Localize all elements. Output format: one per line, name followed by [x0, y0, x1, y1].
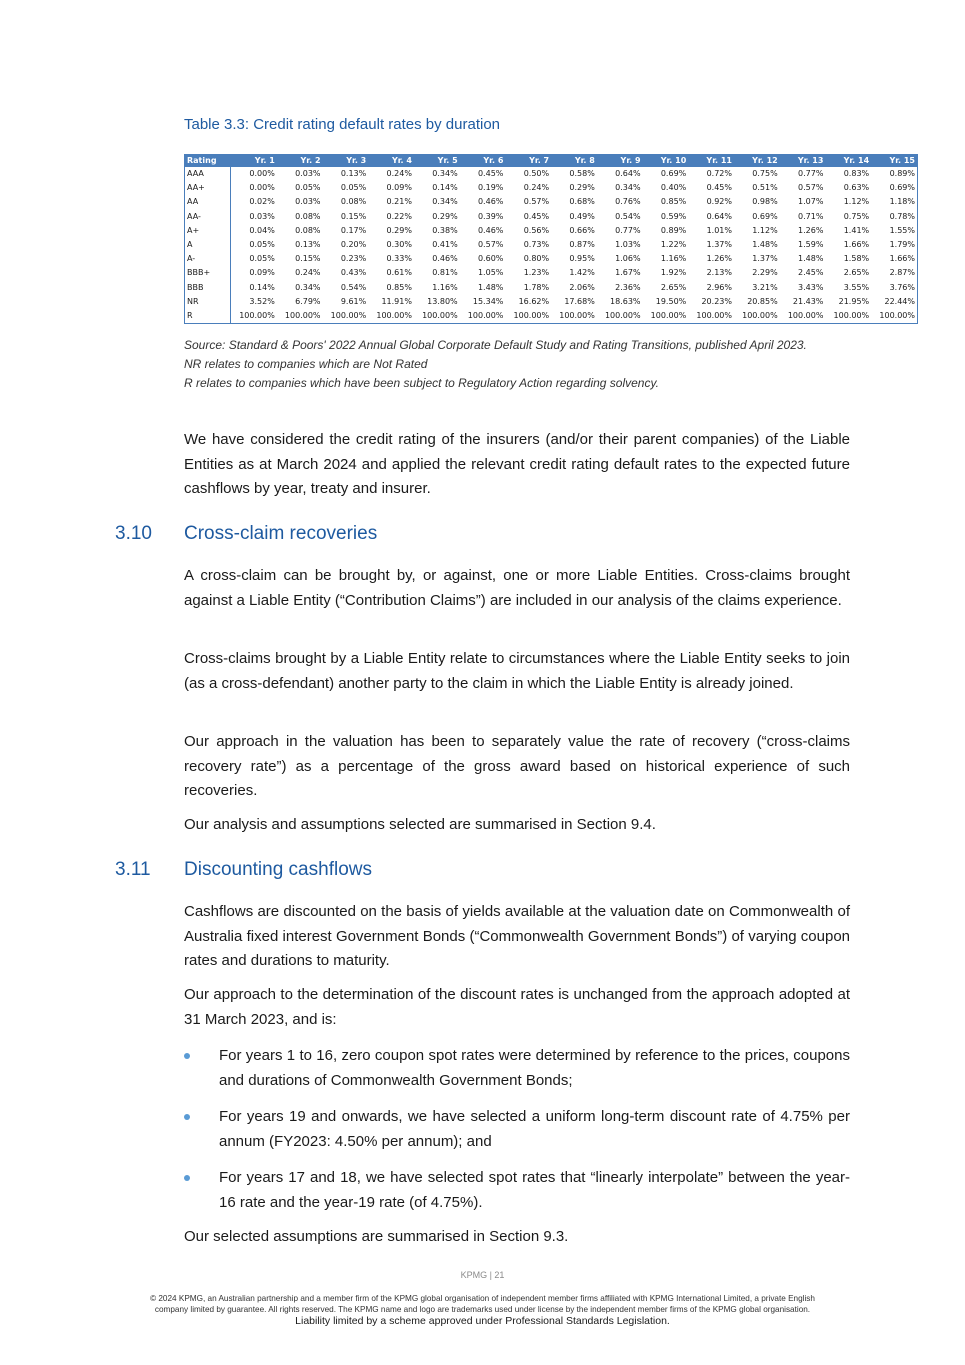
rate-cell: 0.76% — [615, 197, 641, 207]
section-number: 3.10 — [115, 523, 152, 544]
rate-cell: 0.89% — [660, 225, 687, 235]
rate-cell: 0.59% — [660, 211, 687, 221]
rate-cell: 0.54% — [615, 211, 641, 221]
column-header-year: Yr. 2 — [277, 155, 323, 168]
rate-cell: 0.75% — [843, 211, 870, 221]
table-row — [185, 167, 918, 181]
bullet-text: For years 17 and 18, we have selected spot rates that “linearly interpolate” between the year-16 rate and the year-19 rate (of 4.75%). — [219, 1169, 850, 1211]
rate-cell: 0.98% — [752, 197, 778, 207]
rating-cell: BBB — [185, 281, 231, 295]
rate-cell: 0.24% — [523, 183, 550, 193]
rate-cell: 100.00% — [239, 310, 275, 320]
rate-cell: 0.30% — [386, 240, 412, 250]
rate-cell: 2.96% — [706, 282, 732, 292]
rate-cell: 100.00% — [513, 310, 550, 320]
rate-cell: 0.66% — [569, 225, 595, 235]
footer-liability: Liability limited by a scheme approved under Professional Standards Legislation. — [295, 1315, 670, 1327]
rate-cell: 0.68% — [569, 197, 595, 207]
rate-cell: 0.08% — [295, 211, 321, 221]
rate-cell: 0.09% — [386, 183, 412, 193]
rate-cell: 0.77% — [615, 225, 641, 235]
discount-rate-bullets — [184, 1044, 850, 1215]
rate-cell: 2.36% — [615, 282, 641, 292]
paragraph: Cross-claims brought by a Liable Entity relate to circumstances where the Liable Entity seeks to join (as a cross-defendant) another party to the claim in which the Liable Entity is already joined. — [184, 650, 850, 692]
rate-cell: 0.14% — [432, 183, 458, 193]
rate-cell: 0.04% — [249, 225, 275, 235]
rate-cell: 100.00% — [696, 310, 732, 320]
rate-cell: 0.80% — [523, 254, 550, 264]
rate-cell: 0.45% — [523, 211, 550, 221]
rating-cell: A- — [185, 252, 231, 266]
r-note: R relates to companies which have been subject to Regulatory Action regarding solvency. — [184, 376, 659, 390]
rate-cell: 0.34% — [615, 183, 641, 193]
rate-cell: 0.09% — [249, 268, 275, 278]
rate-cell: 0.05% — [340, 183, 367, 193]
rate-cell: 2.45% — [798, 268, 824, 278]
rate-cell: 100.00% — [787, 310, 824, 320]
rate-cell: 0.34% — [432, 169, 458, 179]
rate-cell: 3.52% — [249, 296, 275, 306]
default-rates-table — [184, 154, 918, 324]
rate-cell: 100.00% — [467, 310, 504, 320]
section-title: Cross-claim recoveries — [184, 523, 378, 544]
paragraph: A cross-claim can be brought by, or against, one or more Liable Entities. Cross-claims brought against a Liable Entity (“Contribution Claims”) are included in our analysis of the claims experience. — [184, 567, 850, 609]
rate-cell: 20.85% — [747, 296, 778, 306]
rate-cell: 0.73% — [523, 240, 550, 250]
rate-cell: 0.46% — [477, 225, 504, 235]
rate-cell: 1.23% — [523, 268, 550, 278]
table-title: Table 3.3: Credit rating default rates by duration — [184, 116, 501, 133]
bullet-text: For years 19 and onwards, we have selected a uniform long-term discount rate of 4.75% per annum (FY2023: 4.50% per annum); and — [219, 1108, 850, 1150]
rate-cell: 0.51% — [752, 183, 778, 193]
paragraph: Our approach in the valuation has been to separately value the rate of recovery (“cross-claims recovery rate”) as a percentage of the gross award based on historical experience of such recoveries. — [184, 733, 850, 799]
column-header-rating: Rating — [185, 155, 231, 168]
rate-cell: 0.15% — [295, 254, 321, 264]
rate-cell: 1.37% — [706, 240, 732, 250]
page-number: KPMG | 21 — [460, 1270, 505, 1280]
rate-cell: 0.21% — [386, 197, 412, 207]
rate-cell: 0.29% — [432, 211, 458, 221]
rate-cell: 0.13% — [295, 240, 321, 250]
rate-cell: 0.14% — [249, 282, 275, 292]
rate-cell: 15.34% — [472, 296, 504, 306]
rate-cell: 0.15% — [340, 211, 367, 221]
rate-cell: 2.13% — [706, 268, 732, 278]
bullet-item — [184, 1044, 850, 1093]
rate-cell: 0.54% — [340, 282, 367, 292]
rate-cell: 3.43% — [798, 282, 824, 292]
table-row — [185, 238, 918, 252]
column-header-year: Yr. 8 — [551, 155, 597, 168]
rate-cell: 1.06% — [615, 254, 641, 264]
rating-cell: AA- — [185, 210, 231, 224]
rate-cell: 0.77% — [798, 169, 824, 179]
rate-cell: 2.65% — [843, 268, 870, 278]
table-notes — [184, 336, 884, 393]
rate-cell: 0.29% — [386, 225, 412, 235]
table-row — [185, 266, 918, 280]
rate-cell: 0.46% — [432, 254, 458, 264]
rate-cell: 0.89% — [889, 169, 915, 179]
paragraph: Our analysis and assumptions selected are summarised in Section 9.4. — [184, 816, 656, 833]
rating-cell: AA — [185, 195, 231, 209]
rate-cell: 0.08% — [295, 225, 321, 235]
rate-cell: 1.37% — [752, 254, 778, 264]
rating-cell: A+ — [185, 224, 231, 238]
rate-cell: 0.78% — [889, 211, 915, 221]
rate-cell: 0.41% — [432, 240, 458, 250]
column-header-year: Yr. 13 — [780, 155, 826, 168]
rate-cell: 1.26% — [798, 225, 824, 235]
footer-legal — [100, 1294, 865, 1315]
column-header-year: Yr. 3 — [323, 155, 369, 168]
rate-cell: 1.03% — [615, 240, 641, 250]
rate-cell: 0.34% — [295, 282, 321, 292]
rate-cell: 0.92% — [706, 197, 732, 207]
rate-cell: 0.64% — [706, 211, 732, 221]
rate-cell: 0.40% — [660, 183, 687, 193]
rate-cell: 1.59% — [798, 240, 824, 250]
rate-cell: 0.20% — [340, 240, 367, 250]
rate-cell: 0.63% — [843, 183, 870, 193]
rate-cell: 0.60% — [477, 254, 504, 264]
bullet-item — [184, 1105, 850, 1154]
rate-cell: 0.45% — [706, 183, 732, 193]
rate-cell: 0.02% — [249, 197, 275, 207]
rate-cell: 100.00% — [376, 310, 412, 320]
rate-cell: 0.56% — [523, 225, 550, 235]
rating-cell: R — [185, 309, 231, 324]
rate-cell: 100.00% — [559, 310, 595, 320]
rate-cell: 1.48% — [752, 240, 778, 250]
column-header-year: Yr. 1 — [231, 155, 277, 168]
rate-cell: 0.64% — [615, 169, 641, 179]
rate-cell: 0.49% — [569, 211, 595, 221]
rate-cell: 0.75% — [752, 169, 778, 179]
table-row — [185, 295, 918, 309]
rate-cell: 0.50% — [523, 169, 550, 179]
rate-cell: 0.05% — [249, 254, 275, 264]
rate-cell: 100.00% — [833, 310, 870, 320]
rate-cell: 0.33% — [386, 254, 412, 264]
rate-cell: 0.43% — [340, 268, 367, 278]
rate-cell: 0.69% — [889, 183, 915, 193]
rate-cell: 0.22% — [386, 211, 412, 221]
rate-cell: 0.57% — [798, 183, 824, 193]
rate-cell: 0.85% — [660, 197, 687, 207]
rate-cell: 3.21% — [752, 282, 778, 292]
bullet-text: For years 1 to 16, zero coupon spot rates were determined by reference to the prices, coupons and durations of Commonwealth Government Bonds; — [219, 1047, 850, 1089]
rate-cell: 1.16% — [432, 282, 458, 292]
column-header-year: Yr. 11 — [688, 155, 734, 168]
rate-cell: 0.83% — [843, 169, 870, 179]
rate-cell: 100.00% — [604, 310, 641, 320]
rate-cell: 100.00% — [330, 310, 367, 320]
section-title: Discounting cashflows — [184, 859, 372, 880]
rate-cell: 1.12% — [843, 197, 870, 207]
rate-cell: 0.72% — [706, 169, 732, 179]
rate-cell: 13.80% — [427, 296, 458, 306]
table-row — [185, 224, 918, 238]
rate-cell: 0.24% — [386, 169, 412, 179]
source-note: Source: Standard & Poors' 2022 Annual Global Corporate Default Study and Rating Transitions, published April 2023. — [184, 338, 807, 352]
rate-cell: 0.03% — [295, 197, 321, 207]
intro-paragraph: We have considered the credit rating of the insurers (and/or their parent companies) of the Liable Entities as at March 2024 and applied the relevant credit rating default rates to the expected future cashflows by year, treaty and insurer. — [184, 431, 850, 497]
rate-cell: 6.79% — [295, 296, 321, 306]
legal-line: company limited by guarantee. All rights reserved. The KPMG name and logo are trademarks used under license by the independent member firms of the KPMG global organisation. — [154, 1304, 811, 1314]
rate-cell: 3.55% — [843, 282, 870, 292]
rate-cell: 0.69% — [660, 169, 687, 179]
rate-cell: 1.12% — [752, 225, 778, 235]
rate-cell: 100.00% — [422, 310, 458, 320]
rate-cell: 20.23% — [701, 296, 732, 306]
rate-cell: 1.79% — [889, 240, 915, 250]
rate-cell: 17.68% — [564, 296, 595, 306]
column-header-year: Yr. 15 — [871, 155, 917, 168]
rate-cell: 0.81% — [432, 268, 458, 278]
rate-cell: 0.19% — [477, 183, 504, 193]
rate-cell: 22.44% — [884, 296, 915, 306]
rating-cell: AA+ — [185, 181, 231, 195]
rate-cell: 1.66% — [843, 240, 870, 250]
rate-cell: 100.00% — [650, 310, 687, 320]
rate-cell: 1.58% — [843, 254, 870, 264]
section-heading-3-11 — [115, 859, 372, 881]
table-body — [185, 167, 918, 323]
rate-cell: 1.78% — [523, 282, 550, 292]
column-header-year: Yr. 9 — [597, 155, 643, 168]
rate-cell: 1.18% — [889, 197, 915, 207]
bullet-dot-icon — [184, 1114, 190, 1120]
rate-cell: 2.87% — [889, 268, 915, 278]
rate-cell: 1.26% — [706, 254, 732, 264]
rate-cell: 1.92% — [660, 268, 687, 278]
rate-cell: 0.23% — [340, 254, 367, 264]
rate-cell: 1.55% — [889, 225, 915, 235]
rate-cell: 1.67% — [615, 268, 641, 278]
rate-cell: 1.05% — [477, 268, 504, 278]
rate-cell: 0.57% — [477, 240, 504, 250]
rate-cell: 0.87% — [569, 240, 595, 250]
rate-cell: 0.17% — [340, 225, 367, 235]
rate-cell: 100.00% — [879, 310, 915, 320]
rate-cell: 9.61% — [340, 296, 367, 306]
column-header-year: Yr. 12 — [734, 155, 780, 168]
paragraph: Our approach to the determination of the discount rates is unchanged from the approach adopted at 31 March 2023, and is: — [184, 986, 850, 1028]
rate-cell: 0.45% — [477, 169, 504, 179]
rate-cell: 0.38% — [432, 225, 458, 235]
rating-cell: NR — [185, 295, 231, 309]
rate-cell: 0.29% — [569, 183, 595, 193]
rate-cell: 1.22% — [660, 240, 687, 250]
rating-cell: AAA — [185, 167, 231, 181]
rating-cell: A — [185, 238, 231, 252]
column-header-year: Yr. 7 — [505, 155, 551, 168]
bullet-item — [184, 1166, 850, 1215]
rate-cell: 0.85% — [386, 282, 412, 292]
table-row — [185, 252, 918, 266]
bullet-dot-icon — [184, 1053, 190, 1059]
rate-cell: 0.46% — [477, 197, 504, 207]
rate-cell: 0.71% — [798, 211, 824, 221]
rate-cell: 100.00% — [742, 310, 778, 320]
rate-cell: 3.76% — [889, 282, 915, 292]
rate-cell: 18.63% — [610, 296, 641, 306]
rate-cell: 0.57% — [523, 197, 550, 207]
rate-cell: 0.69% — [752, 211, 778, 221]
rate-cell: 11.91% — [381, 296, 412, 306]
rate-cell: 0.05% — [295, 183, 321, 193]
rating-cell: BBB+ — [185, 266, 231, 280]
rate-cell: 21.43% — [792, 296, 824, 306]
rate-cell: 1.48% — [477, 282, 504, 292]
section-heading-3-10 — [115, 523, 377, 545]
rate-cell: 1.16% — [660, 254, 687, 264]
rate-cell: 1.01% — [706, 225, 732, 235]
rate-cell: 21.95% — [838, 296, 870, 306]
rate-cell: 0.95% — [569, 254, 595, 264]
paragraph: Cashflows are discounted on the basis of yields available at the valuation date on Commonwealth of Australia fixed interest Government Bonds (“Commonwealth Government Bonds”) of varying coupon rates and durations to maturity. — [184, 903, 850, 969]
table-row — [185, 281, 918, 295]
rate-cell: 1.48% — [798, 254, 824, 264]
rate-cell: 1.07% — [798, 197, 824, 207]
column-header-year: Yr. 4 — [368, 155, 414, 168]
column-header-year: Yr. 5 — [414, 155, 460, 168]
rate-cell: 0.08% — [340, 197, 367, 207]
rate-cell: 0.58% — [569, 169, 595, 179]
column-header-year: Yr. 6 — [460, 155, 506, 168]
bullet-dot-icon — [184, 1175, 190, 1181]
rate-cell: 0.03% — [295, 169, 321, 179]
nr-note: NR relates to companies which are Not Rated — [184, 357, 428, 371]
rate-cell: 2.29% — [752, 268, 778, 278]
rate-cell: 2.06% — [569, 282, 595, 292]
rate-cell: 0.61% — [386, 268, 412, 278]
rate-cell: 0.00% — [249, 183, 275, 193]
rate-cell: 0.03% — [249, 211, 275, 221]
table-row — [185, 210, 918, 224]
table-header-row — [185, 155, 918, 168]
rate-cell: 16.62% — [518, 296, 550, 306]
legal-line: © 2024 KPMG, an Australian partnership and a member firm of the KPMG global organisation of independent member firms affiliated with KPMG International Limited, a private English — [150, 1294, 815, 1303]
section-number: 3.11 — [115, 859, 151, 880]
rate-cell: 2.65% — [660, 282, 687, 292]
rate-cell: 1.66% — [889, 254, 915, 264]
rate-cell: 0.00% — [249, 169, 275, 179]
table-row — [185, 195, 918, 209]
rate-cell: 1.41% — [843, 225, 870, 235]
rate-cell: 0.34% — [432, 197, 458, 207]
table-row — [185, 181, 918, 195]
table-row — [185, 309, 918, 324]
closing-paragraph: Our selected assumptions are summarised in Section 9.3. — [184, 1228, 569, 1245]
column-header-year: Yr. 14 — [825, 155, 871, 168]
rate-cell: 100.00% — [284, 310, 321, 320]
rate-cell: 0.05% — [249, 240, 275, 250]
column-header-year: Yr. 10 — [643, 155, 689, 168]
rate-cell: 0.13% — [340, 169, 367, 179]
rate-cell: 0.24% — [295, 268, 321, 278]
rate-cell: 19.50% — [655, 296, 687, 306]
rate-cell: 1.42% — [569, 268, 595, 278]
rate-cell: 0.39% — [477, 211, 504, 221]
